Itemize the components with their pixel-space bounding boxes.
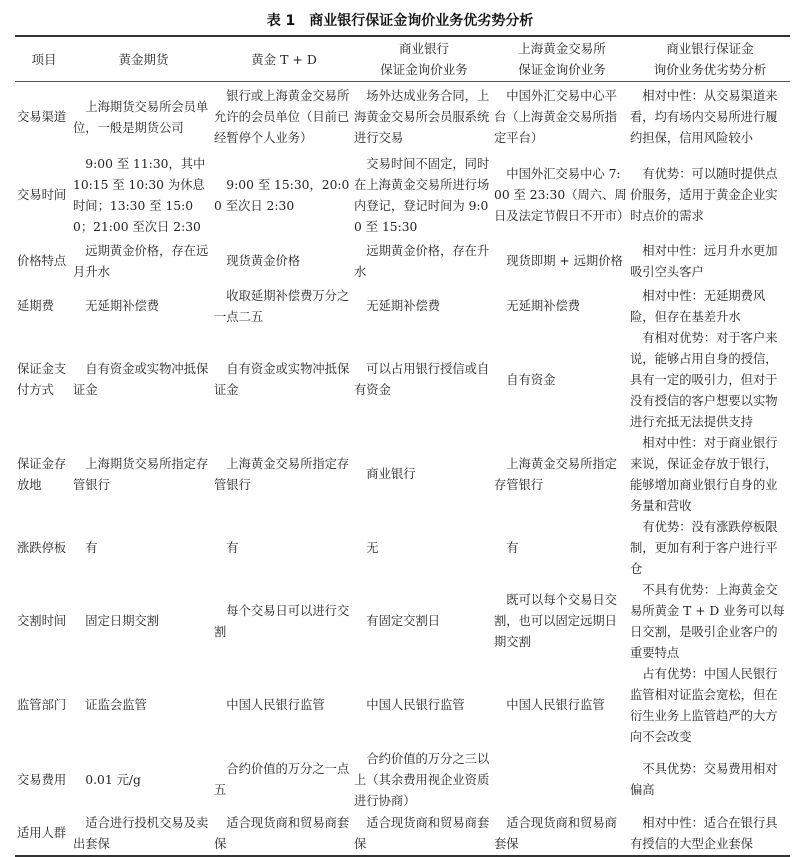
table-cell: 商业银行 <box>366 467 416 481</box>
column-header: 黄金期货 <box>118 51 169 67</box>
table-cell: 上海黄金交易所指定存管银行 <box>214 456 350 492</box>
table-cell: 相对中性：远月升水更加吸引空头客户 <box>630 243 778 279</box>
row-label: 延期费 <box>17 299 54 313</box>
table-row <box>15 748 790 813</box>
table-cell: 适合现货商和贸易商套保 <box>214 815 350 851</box>
table-cell: 适合进行投机交易及卖出套保 <box>73 815 209 851</box>
header-row <box>15 36 790 82</box>
table-cell: 自有资金或实物冲抵保证金 <box>73 362 209 397</box>
row-label: 涨跌停板 <box>17 540 67 555</box>
table-row <box>15 154 790 238</box>
table-cell: 场外达成业务合同，上海黄金交易所会员服系统进行交易 <box>354 89 490 146</box>
row-label: 保证金支付方式 <box>17 362 67 397</box>
table-cell: 不具优势：交易费用相对偏高 <box>630 762 778 797</box>
table-cell: 上海期货交易所指定存管银行 <box>73 456 209 492</box>
table-cell: 有固定交割日 <box>366 614 441 628</box>
row-label: 监管部门 <box>17 698 67 712</box>
row-label: 交易渠道 <box>17 110 67 125</box>
column-header: 上海黄金交易所 保证金询价业务 <box>518 41 606 77</box>
table-cell: 无 <box>366 540 379 555</box>
table-cell <box>494 748 630 813</box>
table-row <box>15 580 790 664</box>
row-label: 交易费用 <box>17 772 67 787</box>
table-row <box>15 517 790 580</box>
column-header: 黄金 T + D <box>251 51 317 67</box>
table-cell: 有 <box>226 540 239 555</box>
table-row <box>15 813 790 856</box>
table-row <box>15 433 790 517</box>
table-cell: 有 <box>85 540 98 555</box>
row-label: 保证金存放地 <box>17 456 67 492</box>
table-cell: 0.01 元/g <box>85 772 141 787</box>
table-cell: 中国外汇交易中心 7:00 至 23:30（周六、周日及法定节假日不开市） <box>494 167 630 223</box>
table-cell: 可以占用银行授信或自有资金 <box>354 362 490 397</box>
table-cell: 既可以每个交易日交割，也可以固定远期日期交割 <box>494 593 617 649</box>
table-cell: 收取延期补偿费万分之一点二五 <box>214 288 350 324</box>
table-cell: 有相对优势：对于客户来说，能够占用自身的授信，具有一定的吸引力，但对于没有授信的客户想要以实物进行充抵无法提供支持 <box>630 330 778 429</box>
table-cell: 有 <box>506 540 519 555</box>
table-cell: 交易时间不固定，同时在上海黄金交易所进行场内登记，登记时间为 9:00 至 15:30 <box>354 156 490 234</box>
column-header: 项目 <box>31 51 57 67</box>
table-cell: 合约价值的万分之三以上（其余费用视企业资质进行协商） <box>354 751 490 808</box>
table-cell: 中国人民银行监管 <box>366 698 465 712</box>
table-cell: 有优势：没有涨跌停板限制，更加有利于客户进行平仓 <box>630 519 778 576</box>
table-cell: 适合现货商和贸易商套保 <box>494 815 617 851</box>
comparison-table <box>15 35 790 857</box>
table-cell: 远期黄金价格，存在升水 <box>354 243 490 279</box>
table-cell: 自有资金 <box>506 372 556 387</box>
table-cell: 银行或上海黄金交易所允许的会员单位（目前已经暂停个人业务） <box>214 89 350 146</box>
table-cell: 相对中性：适合在银行具有授信的大型企业套保 <box>630 815 778 851</box>
table-cell: 上海黄金交易所指定存管银行 <box>494 456 617 492</box>
table-cell: 相对中性：从交易渠道来看，均有场内交易所进行履约担保，信用风险较小 <box>630 89 778 146</box>
table-row <box>15 238 790 286</box>
row-label: 适用人群 <box>17 826 67 840</box>
column-header: 商业银行 保证金询价业务 <box>380 41 468 77</box>
row-label: 交割时间 <box>17 614 67 628</box>
table-cell: 合约价值的万分之一点五 <box>214 762 350 797</box>
table-cell: 无延期补偿费 <box>506 299 581 313</box>
table-cell: 占有优势：中国人民银行监管相对证监会宽松，但在衍生业务上监管趋严的大方向不会改变 <box>630 666 778 744</box>
table-cell: 固定日期交割 <box>85 614 160 628</box>
table-cell: 9:00 至 11:30，其中 10:15 至 10:30 为休息时间；13:30 至 15:00；21:00 至次日 2:30 <box>73 156 206 234</box>
table-cell: 不具有优势：上海黄金交易所黄金 T + D 业务可以每日交割，是吸引企业客户的重要特点 <box>630 582 785 660</box>
table-cell: 无延期补偿费 <box>85 299 160 313</box>
table-cell: 相对中性：无延期费风险，但存在基差升水 <box>630 288 766 324</box>
table-title: 表 1 商业银行保证金询价业务优劣势分析 <box>266 13 534 29</box>
table-cell: 相对中性：对于商业银行来说，保证金存放于银行，能够增加商业银行自身的业务量和营收 <box>630 435 778 513</box>
table-cell: 有优势：可以随时提供点价服务，适用于黄金企业实时点价的需求 <box>630 167 778 223</box>
table-row <box>15 82 790 154</box>
table-cell: 现货黄金价格 <box>226 254 301 268</box>
table-cell: 9:00 至 15:30，20:00 至次日 2:30 <box>214 177 350 213</box>
table-cell: 无延期补偿费 <box>366 299 441 313</box>
table-cell: 现货即期 + 远期价格 <box>506 254 623 268</box>
table-cell: 中国外汇交易中心平台（上海黄金交易所指定平台） <box>494 89 617 146</box>
table-cell: 适合现货商和贸易商套保 <box>354 815 490 851</box>
table-cell: 每个交易日可以进行交割 <box>214 603 350 639</box>
table-cell: 中国人民银行监管 <box>506 698 605 712</box>
table-cell: 远期黄金价格，存在远月升水 <box>73 243 209 279</box>
table-cell: 上海期货交易所会员单位，一般是期货公司 <box>73 99 209 135</box>
row-label: 价格特点 <box>17 254 67 268</box>
table-cell: 证监会监管 <box>85 698 147 712</box>
table-cell: 自有资金或实物冲抵保证金 <box>214 362 350 397</box>
table-row <box>15 328 790 433</box>
table-row <box>15 286 790 328</box>
column-header: 商业银行保证金 询价业务优劣势分析 <box>653 41 767 77</box>
table-cell: 中国人民银行监管 <box>226 698 325 712</box>
row-label: 交易时间 <box>17 188 67 202</box>
table-row <box>15 664 790 748</box>
